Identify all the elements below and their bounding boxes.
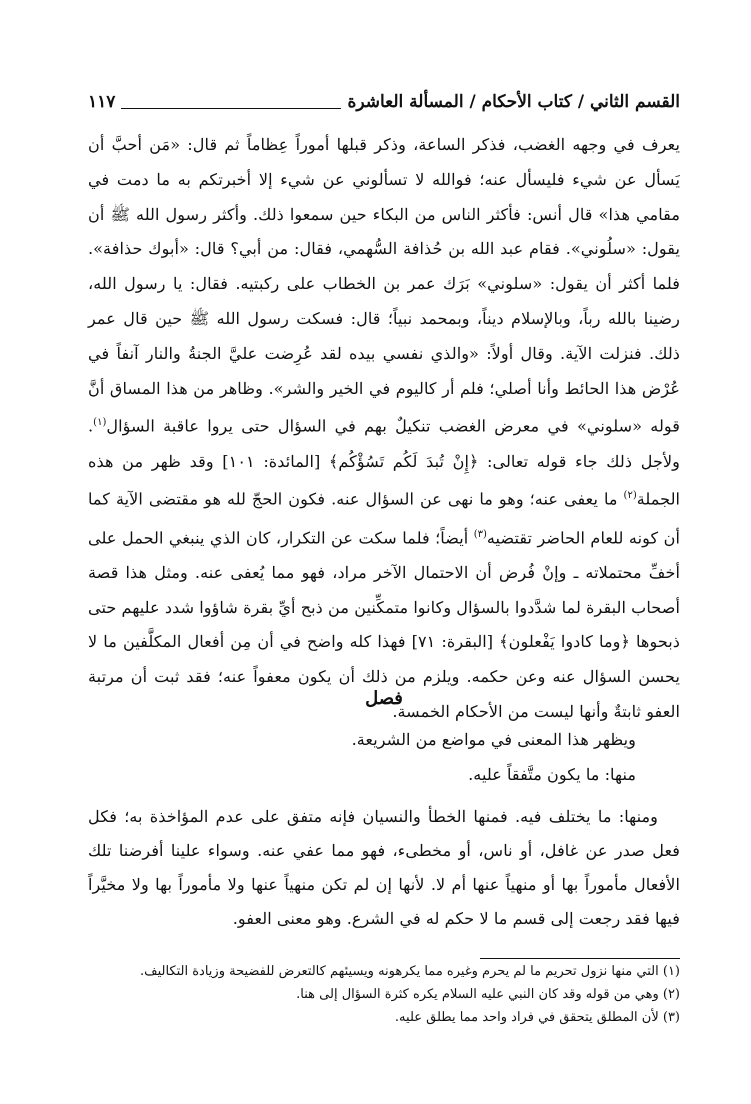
footnote-ref-3: (٣): [473, 528, 487, 540]
header-title: القسم الثاني / كتاب الأحكام / المسألة العاشرة: [347, 92, 680, 112]
section-line-1: ويظهر هذا المعنى في مواضع من الشريعة.: [351, 730, 636, 749]
footnote-ref-1: (١): [93, 417, 107, 429]
paragraph-1-part-c: ما يعفى عنه؛ وهو ما نهى عن السؤال عنه. فكون الحجّ لله هو مقتضى الآية كما أن كونه للعام الحاضر تقتضيه: [88, 489, 680, 547]
paragraph-1-part-d: أيضاً؛ فلما سكت عن التكرار، كان الذي ينبغي الحمل على أخفِّ محتملاته ـ وإنْ فُرض أن الاحتمال الآخر مراد، فهو مما يُعفى عنه. ومثل هذا قصة أصحاب البقرة لما شدَّدوا بالسؤال وكانوا متمكِّنين من ذبح أيِّ بقرة شاؤوا شدد عليهم حتى ذبحوها ﴿وما كادوا يَفْعلون﴾ [البقرة: ٧١] فهذا كله واضح في أن مِن أفعال المكلَّفين ما لا يحسن السؤال عنه وعن حكمه. ويلزم من ذلك أن يكون معفواً عنه؛ فقد ثبت أن مرتبة العفو ثابتةٌ وأنها ليست من الأحكام الخمسة.: [88, 527, 680, 721]
section-line-2: منها: ما يكون متَّفقاً عليه.: [468, 765, 636, 784]
footnote-1: (١) التي منها نزول تحريم ما لم يحرم وغيره مما يكرهونه ويسيئهم كالتعرض للفضيحة وزيادة التكاليف.: [140, 964, 680, 979]
footnote-separator: [480, 958, 680, 959]
section-heading: فصل: [365, 688, 403, 709]
header-rule: [121, 108, 341, 109]
paragraph-1: [88, 128, 680, 730]
paragraph-2: ومنها: ما يختلف فيه. فمنها الخطأ والنسيان فإنه متفق على عدم المؤاخذة به؛ فكل فعل صدر عن غافل، أو ناس، أو مخطىء، فهو مما عفي عنه. وسواء علينا أفرضنا تلك الأفعال مأموراً بها أو منهياً عنها أم لا. لأنها إن لم تكن منهياً عنها ولا مأموراً بها ولا مخيَّراً فيها فقد رجعت إلى قسم ما لا حكم له في الشرع. وهو معنى العفو.: [88, 807, 680, 928]
footnote-2: (٢) وهي من قوله وقد كان النبي عليه السلام يكره كثرة السؤال إلى هنا.: [296, 987, 680, 1002]
paragraph-1-part-b: . ولأجل ذلك جاء قوله تعالى: ﴿إِنْ تُبدَ لَكُم تَسُؤْكُم﴾ [المائدة: ١٠١] وقد ظهر من هذه الجملة: [88, 416, 681, 509]
page-number: ١١٧: [88, 92, 116, 112]
main-paragraph: [88, 128, 680, 730]
footnote-3: (٣) لأن المطلق يتحقق في فراد واحد مما يطلق عليه.: [394, 1010, 680, 1025]
paragraph-1-part-a: يعرف في وجهه الغضب، فذكر الساعة، وذكر قبلها أموراً عِظاماً ثم قال: «مَن أحبَّ أن يَسأل عن شيء فليسأل عنه؛ فوالله لا تسألوني عن شيء إلا أخبرتكم به ما دمت في مقامي هذا» قال أنس: فأكثر الناس من البكاء حين سمعوا ذلك. وأكثر رسول الله ﷺ أن يقول: «سلُوني». فقام عبد الله بن حُذافة السُّهمي، فقال: من أبي؟ قال: «أبوك حذافة». فلما أكثر أن يقول: «سلوني» بَرَك عمر بن الخطاب على ركبتيه. فقال: يا رسول الله، رضينا بالله رباً، وبالإسلام ديناً، وبمحمد نبياً؛ قال: فسكت رسول الله ﷺ حين قال عمر ذلك. فنزلت الآية. وقال أولاً: «والذي نفسي بيده لقد عُرِضت عليَّ الجنةُ والنار آنفاً في عُرْض هذا الحائط وأنا أصلي؛ فلم أر كاليوم في الخير والشر». وظاهر من هذا المساق أنَّ قوله «سلوني» في معرض الغضب تنكيلٌ بهم في السؤال حتى يروا عاقبة السؤال: [88, 135, 680, 436]
footnote-ref-2: (٢): [623, 490, 637, 502]
footnotes-list: [88, 960, 680, 1029]
running-header: [88, 88, 680, 116]
